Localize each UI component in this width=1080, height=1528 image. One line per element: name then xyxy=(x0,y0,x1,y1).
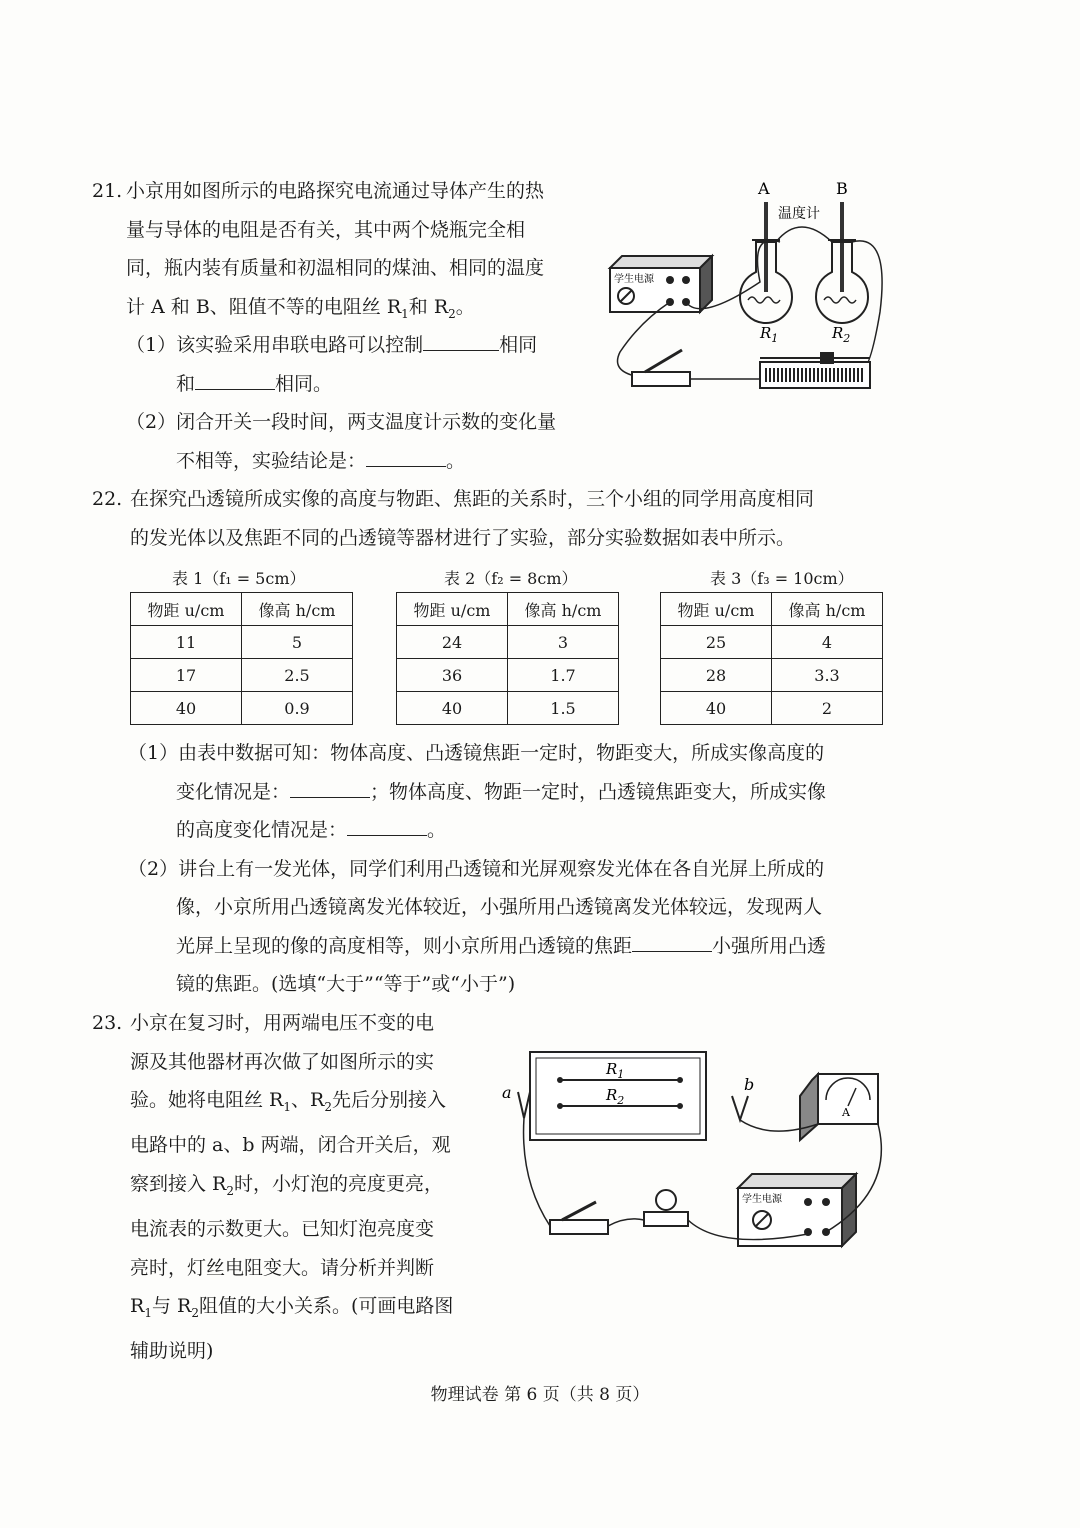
switch-icon xyxy=(550,1202,608,1234)
table-row: 40 1.5 xyxy=(397,692,619,725)
resistor-r1-label: $R_1$ xyxy=(606,1060,625,1081)
table-2: 物距 u/cm 像高 h/cm 24 3 36 1.7 40 1.5 xyxy=(396,592,619,725)
answer-blank[interactable] xyxy=(423,328,499,351)
clip-b-icon xyxy=(732,1096,748,1120)
resistor-r2-label: $R_2$ xyxy=(832,324,851,345)
clip-a-icon xyxy=(518,1092,530,1118)
table-3: 物距 u/cm 像高 h/cm 25 4 28 3.3 40 2 xyxy=(660,592,883,725)
question-number: 23. xyxy=(92,1012,123,1034)
rheostat-icon xyxy=(760,352,870,388)
table-row: 36 1.7 xyxy=(397,659,619,692)
table-row: 24 3 xyxy=(397,626,619,659)
table-1-caption: 表 1（f₁ = 5cm） xyxy=(172,569,306,588)
thermometer-a-icon xyxy=(764,202,768,292)
answer-blank[interactable] xyxy=(366,444,446,467)
question-text-line: 小京在复习时，用两端电压不变的电 xyxy=(130,1012,435,1034)
ammeter-label: A xyxy=(842,1106,850,1119)
q23-circuit-figure xyxy=(500,1040,890,1260)
question-text-line: 电路中的 a、b 两端，闭合开关后，观 xyxy=(130,1134,451,1157)
thermometer-a-label: A xyxy=(758,179,770,198)
terminal-a-label: a xyxy=(502,1083,512,1102)
question-text-line: 验。她将电阻丝 $R_1$、$R_2$先后分别接入 xyxy=(130,1089,446,1114)
table-row: 25 4 xyxy=(661,626,883,659)
part-2: （2）闭合开关一段时间，两支温度计示数的变化量 不相等，实验结论是： 。 xyxy=(126,411,557,472)
question-text-line: 在探究凸透镜所成实像的高度与物距、焦距的关系时，三个小组的同学用高度相同 xyxy=(130,488,815,510)
answer-blank[interactable] xyxy=(195,367,275,390)
question-22-parts: （1）由表中数据可知：物体高度、凸透镜焦距一定时，物距变大，所成实像高度的 变化情况是： ；物体高度、物距一定时，凸透镜焦距变大，所成实像 的高度变化情况是： 。 （2）讲台上有一发光体，同学们利用凸透镜和光屏观察发光体在各自光屏上所成的 像，小京所用凸透镜离发光体较近，小强所用凸透镜离发光体较远，发现两人 光屏上呈现的像的高度相等，则小京所用凸透镜的焦距 小强所用凸透 镜的焦距。(选填“大于”“等于”或“小于”) xyxy=(128,734,898,1004)
table-row: 40 0.9 xyxy=(131,692,353,725)
question-text-line: 同，瓶内装有质量和初温相同的煤油、相同的温度 xyxy=(126,257,545,279)
page-footer: 物理试卷 第 6 页（共 8 页） xyxy=(430,1385,650,1405)
part-1: （1）该实验采用串联电路可以控制 相同 和 相同。 xyxy=(126,326,537,403)
answer-blank[interactable] xyxy=(347,813,427,836)
question-text-line: 的发光体以及焦距不同的凸透镜等器材进行了实验，部分实验数据如表中所示。 xyxy=(130,526,796,549)
question-text-line: 小京用如图所示的电路探究电流通过导体产生的热 xyxy=(126,180,545,202)
thermometer-caption: 温度计 xyxy=(778,206,820,222)
power-supply-label: 学生电源 xyxy=(742,1194,782,1205)
terminal-b-label: b xyxy=(744,1075,755,1094)
answer-blank[interactable] xyxy=(632,929,712,952)
power-supply-label: 学生电源 xyxy=(614,274,654,285)
part-2: （2）讲台上有一发光体，同学们利用凸透镜和光屏观察发光体在各自光屏上所成的 xyxy=(128,857,825,880)
q21-circuit-figure xyxy=(600,172,890,412)
resistor-r2-label: $R_2$ xyxy=(606,1086,625,1107)
answer-blank[interactable] xyxy=(290,775,370,798)
question-text-line: 察到接入 $R_2$时，小灯泡的亮度更亮， xyxy=(130,1172,444,1198)
resistor-r1-label: $R_1$ xyxy=(760,324,779,345)
question-text-line: 计 A 和 B、阻值不等的电阻丝 $R_1$和 $R_2$。 xyxy=(126,295,475,321)
ammeter-icon xyxy=(800,1074,878,1140)
question-number: 22. xyxy=(92,488,123,510)
question-text-line: 电流表的示数更大。已知灯泡亮度变 xyxy=(130,1218,435,1241)
question-text-line: 源及其他器材再次做了如图所示的实 xyxy=(130,1050,435,1073)
thermometer-b-label: B xyxy=(836,179,848,198)
table-2-caption: 表 2（f₂ = 8cm） xyxy=(444,569,578,588)
question-text-line: $R_1$与 $R_2$阻值的大小关系。(可画电路图 xyxy=(130,1295,454,1320)
question-text-line: 辅助说明) xyxy=(130,1340,214,1363)
table-1: 物距 u/cm 像高 h/cm 11 5 17 2.5 40 0.9 xyxy=(130,592,353,725)
table-3-caption: 表 3（f₃ = 10cm） xyxy=(710,569,854,588)
table-row: 11 5 xyxy=(131,626,353,659)
question-number: 21. xyxy=(92,180,123,202)
table-row: 17 2.5 xyxy=(131,659,353,692)
thermometer-b-icon xyxy=(840,202,844,292)
switch-icon xyxy=(632,350,690,386)
question-text-line: 量与导体的电阻是否有关，其中两个烧瓶完全相 xyxy=(126,218,526,241)
part-1: （1）由表中数据可知：物体高度、凸透镜焦距一定时，物距变大，所成实像高度的 xyxy=(128,742,825,764)
light-bulb-icon xyxy=(644,1190,688,1226)
question-text-line: 亮时，灯丝电阻变大。请分析并判断 xyxy=(130,1256,435,1279)
table-row: 28 3.3 xyxy=(661,659,883,692)
table-row: 40 2 xyxy=(661,692,883,725)
